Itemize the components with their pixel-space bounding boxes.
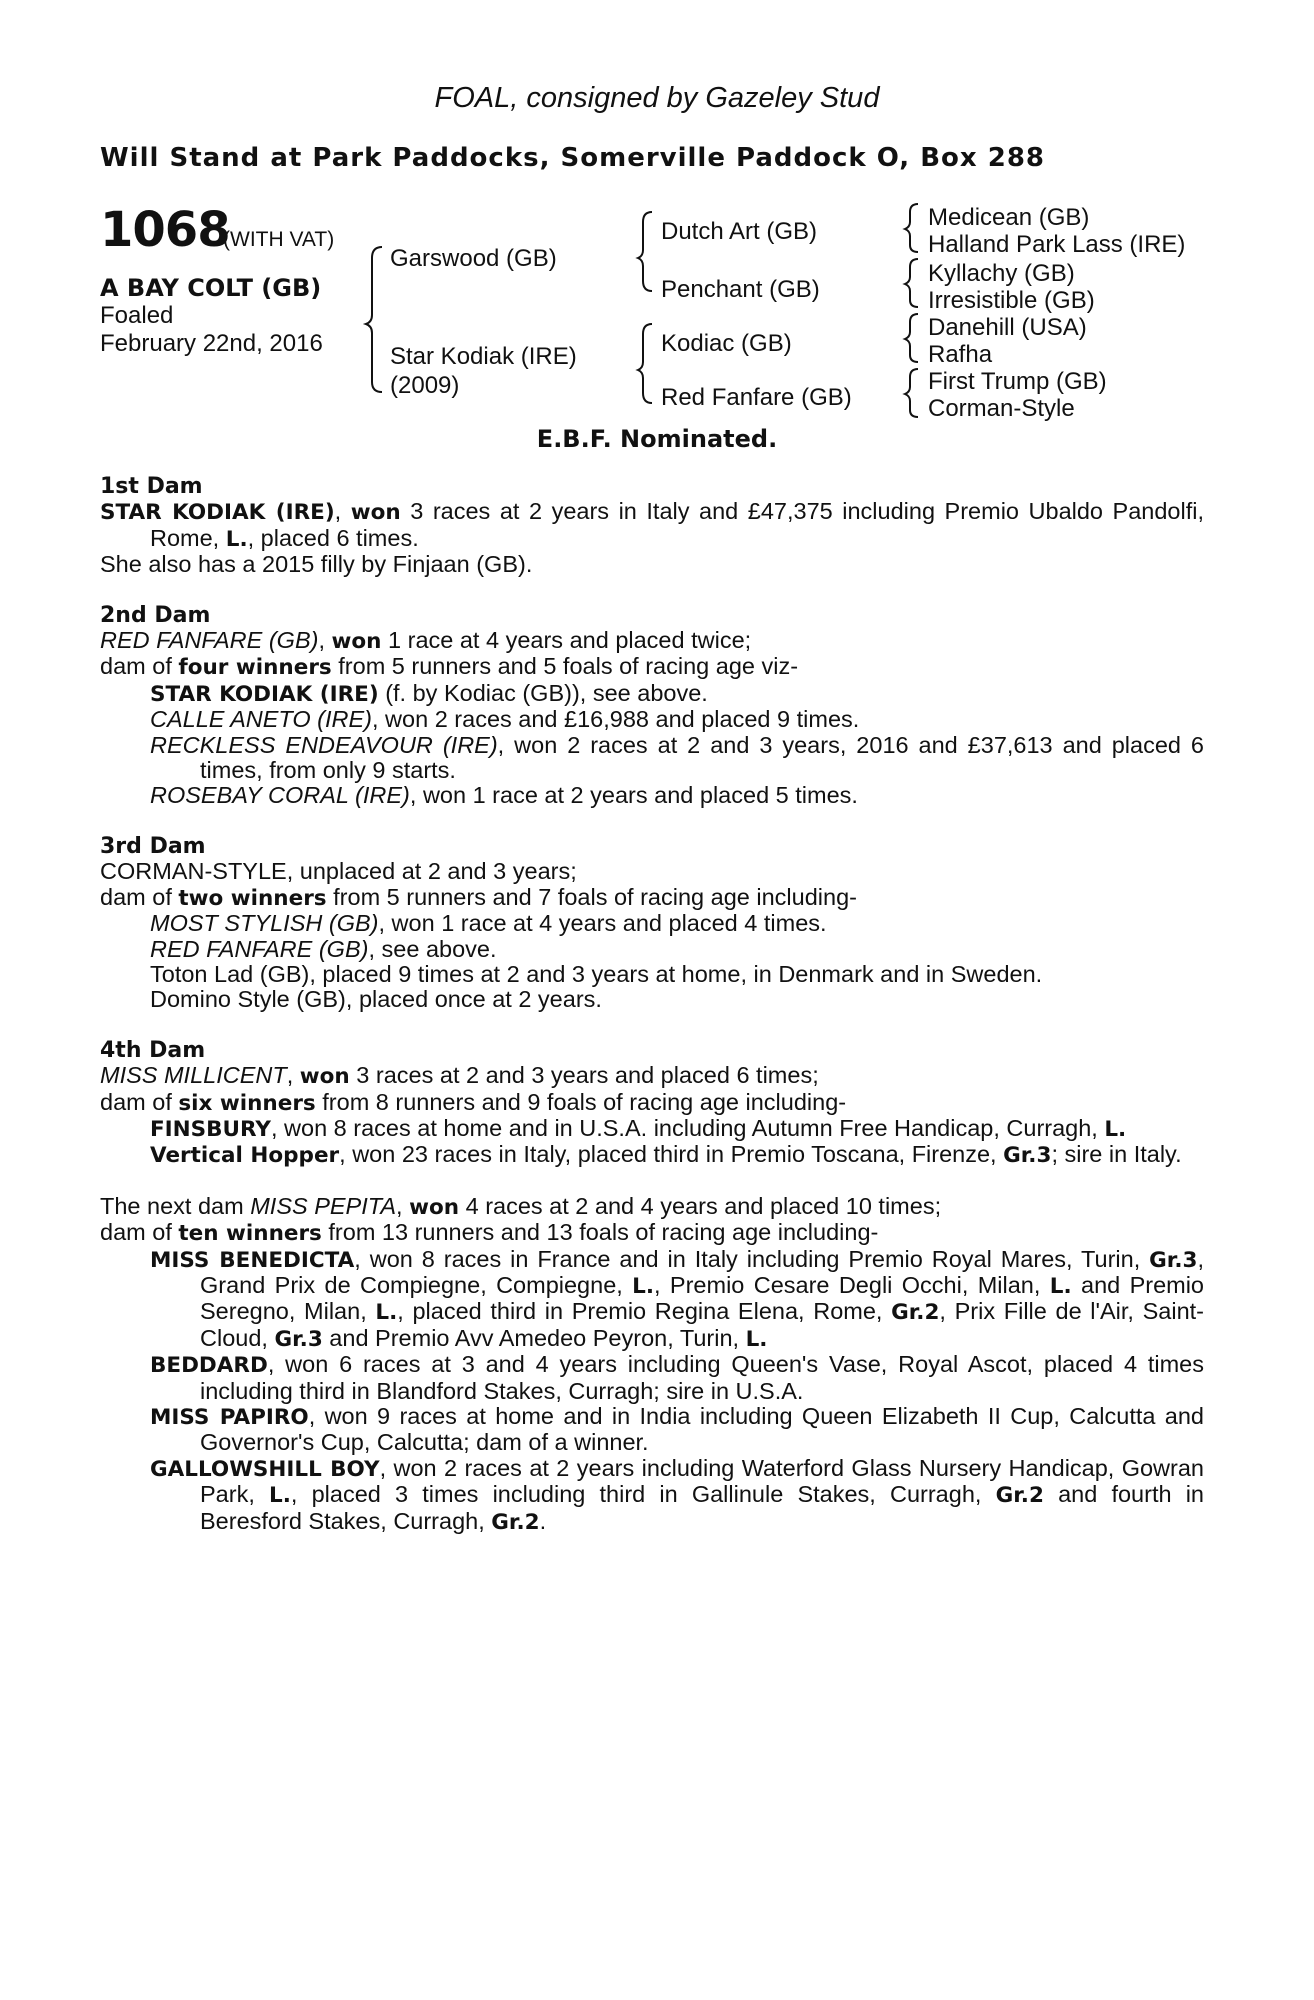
text-run: , placed 6 times. (247, 524, 419, 551)
text-run: , placed 3 times including third in Gallinule Stakes, Curragh, (290, 1481, 996, 1508)
dam-heading: 1st Dam (100, 474, 203, 499)
text-run: from 5 runners and 7 foals of racing age including- (326, 883, 857, 910)
dam-record (100, 1220, 1204, 1246)
produce-entry (100, 681, 1204, 707)
pedigree-gen3-7: First Trump (GB) (928, 368, 1107, 395)
lot-description: A BAY COLT (GB) (100, 274, 322, 302)
dam-record (100, 885, 1204, 911)
text-run: and fourth in Beresford Stakes, Curragh, (200, 1481, 1205, 1534)
pedigree-gen3-6: Rafha (928, 341, 993, 368)
bold-text: L. (1049, 1273, 1072, 1299)
text-run: , won 23 races in Italy, placed third in Premio Toscana, Firenze, (339, 1141, 1004, 1168)
dam-section (100, 603, 1204, 809)
main-bracket (366, 247, 382, 392)
ebf-nomination: E.B.F. Nominated. (536, 425, 778, 453)
dam-record (100, 552, 1204, 577)
produce-entry (100, 1116, 1204, 1142)
foaled-date: February 22nd, 2016 (100, 330, 323, 357)
text-run: 3 races at 2 and 3 years and placed 6 times; (349, 1062, 819, 1089)
text-run: , (286, 1062, 300, 1089)
bold-text: won (409, 1194, 460, 1220)
text-run: , (318, 627, 332, 654)
italic-text: ROSEBAY CORAL (IRE) (150, 782, 410, 809)
produce-entry (100, 707, 1204, 732)
bold-text: L. (375, 1300, 398, 1326)
pedigree-gen3-5: Danehill (USA) (928, 314, 1087, 341)
produce-entry (100, 987, 1204, 1012)
text-run: , (396, 1192, 410, 1219)
produce-entry (100, 1247, 1204, 1353)
bold-text: BEDDARD (150, 1353, 268, 1379)
bold-text: won (350, 500, 401, 526)
italic-text: RED FANFARE (GB) (100, 627, 319, 654)
dam-record (100, 1063, 1204, 1089)
dam-section (100, 834, 1204, 1013)
pedigree-dam-dam: Red Fanfare (GB) (661, 384, 852, 411)
pedigree-gen3-4: Irresistible (GB) (928, 287, 1095, 314)
text-run: , (334, 498, 351, 525)
bold-text: six winners (178, 1090, 316, 1116)
pedigree-dam-sire: Kodiac (GB) (661, 330, 792, 357)
bold-text: Vertical Hopper (150, 1143, 340, 1169)
consignment-title: FOAL, consigned by Gazeley Stud (434, 82, 880, 114)
bold-text: Gr.3 (1149, 1247, 1198, 1273)
produce-entry (100, 937, 1204, 962)
foaled-label: Foaled (100, 302, 174, 329)
bold-text: ten winners (178, 1221, 322, 1247)
bold-text: FINSBURY (150, 1116, 271, 1142)
text-run: She also has a 2015 filly by Finjaan (GB). (100, 551, 533, 578)
text-run: , won 1 race at 2 years and placed 5 times. (409, 782, 858, 809)
bold-text: L. (632, 1273, 655, 1299)
pedigree-sire: Garswood (GB) (390, 245, 557, 272)
produce-entry (100, 1404, 1204, 1456)
dam-record (100, 859, 1204, 884)
text-run: dam of (100, 883, 179, 910)
bold-text: L. (225, 526, 248, 552)
bold-text: won (331, 629, 382, 655)
produce-entry (100, 1352, 1204, 1404)
bold-text: L. (745, 1326, 768, 1352)
text-run: , won 2 races and £16,988 and placed 9 times. (372, 706, 860, 733)
text-run: and Premio Seregno, Milan, (200, 1271, 1205, 1325)
bold-text: STAR KODIAK (IRE) (100, 500, 335, 526)
dam-section (100, 1038, 1204, 1169)
dam-heading: 2nd Dam (100, 602, 211, 628)
text-run: from 8 runners and 9 foals of racing age including- (315, 1088, 847, 1115)
gen3-bracket-4 (905, 369, 918, 417)
text-run: 4 races at 2 and 4 years and placed 10 times; (459, 1192, 942, 1219)
produce-entry (100, 783, 1204, 808)
bold-text: MISS PAPIRO (150, 1405, 309, 1430)
italic-text: RECKLESS ENDEAVOUR (IRE) (150, 731, 498, 758)
pedigree-dam: Star Kodiak (IRE) (390, 343, 577, 370)
produce-entry (100, 1456, 1204, 1535)
text-run: 3 races at 2 years in Italy and £47,375 including Premio Ubaldo Pandolfi, Rome, (150, 498, 1204, 551)
text-run: . (539, 1507, 547, 1534)
bold-text: four winners (178, 655, 332, 681)
text-run: , won 8 races in France and in Italy including Premio Royal Mares, Turin, (354, 1245, 1150, 1272)
text-run: Domino Style (GB), placed once at 2 years. (150, 986, 602, 1013)
pedigree-sire-sire: Dutch Art (GB) (661, 218, 818, 245)
gen3-bracket-3 (905, 314, 918, 362)
vat-note: (WITH VAT) (223, 228, 335, 251)
pedigree-brackets (0, 0, 1314, 440)
produce-entry (100, 962, 1204, 987)
text-run: , Prix Fille de l'Air, Saint-Cloud, (200, 1298, 1205, 1351)
pedigree-gen3-2: Halland Park Lass (IRE) (928, 231, 1186, 258)
bold-text: STAR KODIAK (IRE) (150, 681, 379, 707)
pedigree-dam-year: (2009) (390, 372, 460, 399)
text-run: dam of (100, 1219, 179, 1246)
bold-text: Gr.2 (995, 1483, 1044, 1509)
produce-entry (100, 733, 1204, 784)
bold-text: L. (269, 1483, 291, 1509)
bold-text: MISS BENEDICTA (150, 1247, 355, 1273)
text-run: from 13 runners and 13 foals of racing age including- (321, 1219, 879, 1246)
bold-text: won (299, 1064, 350, 1090)
pedigree-gen3-3: Kyllachy (GB) (928, 260, 1075, 287)
dam-record (100, 1194, 1204, 1220)
text-run: Toton Lad (GB), placed 9 times at 2 and 3 years at home, in Denmark and in Sweden. (150, 960, 1043, 987)
text-run: , won 8 races at home and in U.S.A. including Autumn Free Handicap, Curragh, (270, 1114, 1105, 1141)
text-run: (f. by Kodiac (GB)), see above. (378, 679, 708, 706)
bold-text: Gr.2 (891, 1300, 940, 1326)
text-run: 1 race at 4 years and placed twice; (381, 627, 752, 654)
italic-text: CALLE ANETO (IRE) (150, 706, 372, 733)
text-run: CORMAN-STYLE, unplaced at 2 and 3 years; (100, 858, 577, 885)
produce-entry (100, 911, 1204, 936)
sire-bracket (638, 212, 652, 291)
text-run: , Grand Prix de Compiegne, Compiegne, (200, 1245, 1204, 1298)
text-run: from 5 runners and 5 foals of racing age viz- (331, 653, 799, 680)
text-run: , won 2 races at 2 and 3 years, 2016 and £37,613 and placed 6 times, from only 9 starts. (200, 731, 1204, 784)
bold-text: Gr.2 (491, 1509, 540, 1535)
text-run: dam of (100, 1088, 179, 1115)
pedigree-gen3-8: Corman-Style (928, 395, 1075, 422)
stand-location: Will Stand at Park Paddocks, Somerville Paddock O, Box 288 (100, 143, 1046, 173)
gen3-bracket-1 (905, 204, 918, 252)
bold-text: two winners (178, 885, 327, 911)
dam-record (100, 628, 1204, 654)
dam-heading: 3rd Dam (100, 833, 206, 859)
lot-number: 1068 (100, 202, 230, 258)
bold-text: GALLOWSHILL BOY (150, 1456, 380, 1482)
text-run: , won 1 race at 4 years and placed 4 times. (378, 910, 827, 937)
dam-record (100, 499, 1204, 552)
text-run: ; sire in Italy. (1051, 1141, 1182, 1168)
dam-bracket (638, 324, 652, 403)
text-run: dam of (100, 653, 179, 680)
text-run: , won 2 races at 2 years including Waterford Glass Nursery Handicap, Gowran Park, (200, 1454, 1204, 1508)
gen3-bracket-2 (905, 259, 918, 307)
text-run: and Premio Avv Amedeo Peyron, Turin, (322, 1324, 746, 1351)
pedigree-sire-dam: Penchant (GB) (661, 276, 820, 303)
italic-text: MISS MILLICENT (100, 1062, 287, 1089)
dam-record (100, 1090, 1204, 1116)
pedigree-gen3-1: Medicean (GB) (928, 204, 1090, 231)
catalogue-body (100, 474, 1204, 1535)
text-run: , Premio Cesare Degli Occhi, Milan, (654, 1271, 1050, 1298)
dam-section (100, 1194, 1204, 1535)
bold-text: L. (1104, 1116, 1127, 1142)
dam-record (100, 654, 1204, 680)
italic-text: RED FANFARE (GB) (150, 935, 369, 962)
text-run: , placed third in Premio Regina Elena, Rome, (397, 1298, 892, 1325)
dam-section (100, 474, 1204, 578)
text-run: The next dam (100, 1192, 251, 1219)
dam-heading: 4th Dam (100, 1037, 206, 1063)
text-run: , won 9 races at home and in India including Queen Elizabeth II Cup, Calcutta and Governor's Cup, Calcutta; dam of a winner. (200, 1403, 1204, 1456)
italic-text: MISS PEPITA (250, 1192, 397, 1219)
bold-text: Gr.3 (274, 1326, 323, 1352)
italic-text: MOST STYLISH (GB) (150, 910, 379, 937)
text-run: , won 6 races at 3 and 4 years including Queen's Vase, Royal Ascot, placed 4 times including third in Blandford Stakes, Curragh; sire in U.S.A. (200, 1351, 1204, 1404)
produce-entry (100, 1142, 1204, 1168)
bold-text: Gr.3 (1003, 1143, 1052, 1169)
text-run: , see above. (368, 935, 497, 962)
